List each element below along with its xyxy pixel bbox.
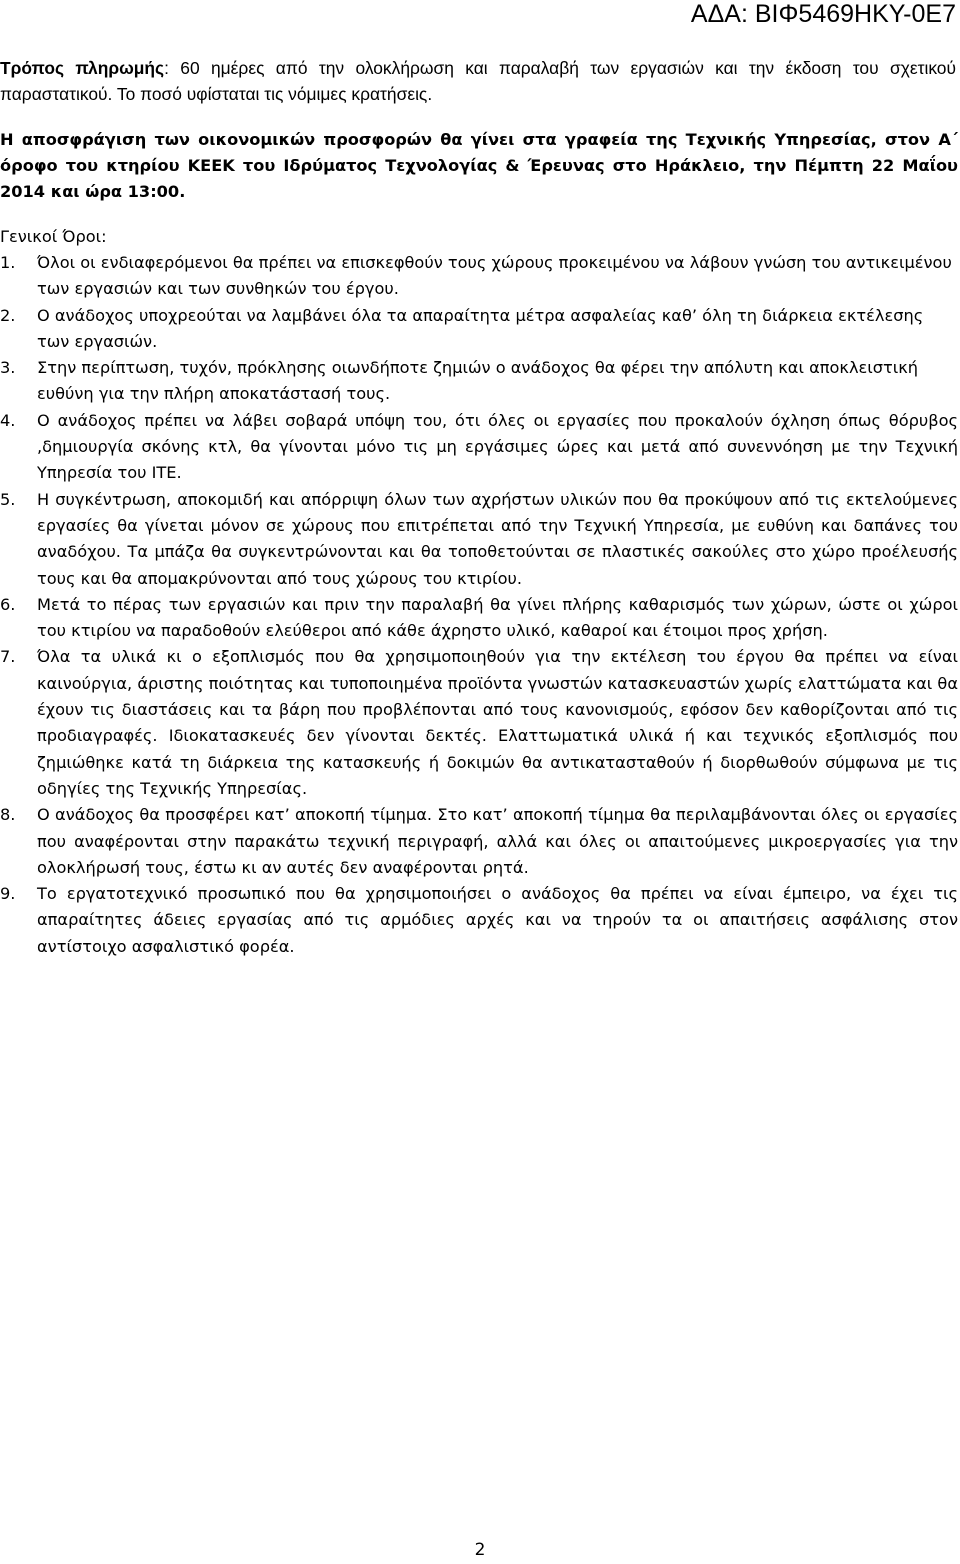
page-number: 2 (474, 1540, 486, 1560)
term-number: 7. (0, 647, 16, 667)
term-number: 2. (0, 305, 16, 325)
term-item (0, 250, 960, 303)
term-text: Όλα τα υλικά κι ο εξοπλισμός που θα χρησιμοποιηθούν για την εκτέλεση του έργου θα πρέπει να είναι καινούργια, άριστης ποιότητας και τυποποιημένα προϊόντα γνωστών κατασκευαστών χωρίς ελαττώματα και θα έχουν τις διαστάσεις και τα βάρη που προβλέπονται από τους κανονισμούς, εφόσον δεν καθορίζονται από τις προδιαγραφές. Ιδιοκατασκευές δεν γίνονται δεκτές. Ελαττωματικά υλικά ή και τεχνικός εξοπλισμός που ζημιώθηκε κατά τη διάρκεια της κατασκευής ή δοκιμών θα αντικατασταθούν ή διορθωθούν σύμφωνα με τις οδηγίες της Τεχνικής Υπηρεσίας. (37, 647, 958, 798)
term-text: Το εργατοτεχνικό προσωπικό που θα χρησιμοποιήσει ο ανάδοχος θα πρέπει να είναι έμπειρο, να έχει τις απαραίτητες άδειες εργασίας από τις αρμόδιες αρχές και να τηρούν τα οι απαιτήσεις ασφάλισης στον αντίστοιχο ασφαλιστικό φορέα. (37, 884, 958, 956)
general-terms-list (0, 250, 960, 960)
term-text: Ο ανάδοχος πρέπει να λάβει σοβαρά υπόψη του, ότι όλες οι εργασίες που προκαλούν όχληση όπως θόρυβος ,δημιουργία σκόνης κτλ, θα γίνονται μόνο τις μη εργάσιμες ώρες και μετά από συνεννόηση με την Τεχνική Υπηρεσία του ΙΤΕ. (37, 410, 958, 483)
term-item (0, 592, 960, 645)
term-number: 1. (0, 253, 16, 272)
ada-code: ΑΔΑ: ΒΙΦ5469ΗΚΥ-0Ε7 (690, 0, 956, 28)
term-text: Στην περίπτωση, τυχόν, πρόκλησης οιωνδήποτε ζημιών ο ανάδοχος θα φέρει την απόλυτη και αποκλειστική ευθύνη για την πλήρη αποκατάστασή τους. (37, 358, 919, 404)
term-item (0, 881, 960, 960)
term-number: 6. (0, 594, 16, 614)
payment-terms (0, 55, 960, 107)
term-text: Η συγκέντρωση, αποκομιδή και απόρριψη όλων των αχρήστων υλικών που θα προκύψουν από τις εκτελούμενες εργασίες θα γίνεται μόνον σε χώρους που επιτρέπεται από την Τεχνική Υπηρεσία, με ευθύνη και δαπάνες του αναδόχου. Τα μπάζα θα συγκεντρώνονται και θα τοποθετούνται σε πλαστικές σακούλες στο χώρο προέλευσής τους και θα απομακρύνονται από τους χώρους του κτιρίου. (37, 489, 958, 588)
term-text: Μετά το πέρας των εργασιών και πριν την παραλαβή θα γίνει πλήρης καθαρισμός των χώρων, ώστε οι χώροι του κτιρίου να παραδοθούν ελεύθεροι από κάθε άχρηστο υλικό, καθαροί και έτοιμοι προς χρήση. (37, 594, 958, 641)
term-number: 9. (0, 884, 16, 904)
general-terms-title: Γενικοί Όροι: (0, 227, 107, 246)
term-text: Ο ανάδοχος υποχρεούται να λαμβάνει όλα τα απαραίτητα μέτρα ασφαλείας καθ’ όλη τη διάρκεια εκτέλεσης των εργασιών. (37, 305, 924, 351)
term-item (0, 303, 960, 356)
term-number: 5. (0, 489, 16, 509)
document-body (0, 55, 960, 960)
payment-label: Τρόπος πληρωμής (0, 58, 165, 78)
opening-paragraph: Η αποσφράγιση των οικονομικών προσφορών θα γίνει στα γραφεία της Τεχνικής Υπηρεσίας, στον Α΄ όροφο του κτηρίου ΚΕΕΚ του Ιδρύματος Τεχνολογίας & Έρευνας στο Ηράκλειο, την Πέμπτη 22 Μαΐου 2014 και ώρα 13:00. (0, 130, 958, 201)
term-item (0, 408, 960, 487)
payment-text: : 60 ημέρες από την ολοκλήρωση και παραλαβή των εργασιών και την έκδοση του σχετικού παραστατικού. Το ποσό υφίσταται τις νόμιμες κρατήσεις. (0, 58, 956, 104)
term-number: 4. (0, 410, 16, 430)
term-text: Όλοι οι ενδιαφερόμενοι θα πρέπει να επισκεφθούν τους χώρους προκειμένου να λάβουν γνώση του αντικειμένου των εργασιών και των συνθηκών του έργου. (37, 253, 952, 299)
term-item (0, 487, 960, 592)
term-number: 3. (0, 358, 16, 378)
term-item (0, 355, 960, 408)
term-number: 8. (0, 805, 16, 825)
term-item (0, 802, 960, 881)
term-item (0, 644, 960, 802)
term-text: Ο ανάδοχος θα προσφέρει κατ’ αποκοπή τίμημα. Στο κατ’ αποκοπή τίμημα θα περιλαμβάνονται όλες οι εργασίες που αναφέρονται στην παρακάτω τεχνική περιγραφή, αλλά και όλες οι απαιτούμενες μικροεργασίες για την ολοκλήρωσή τους, έστω κι αν αυτές δεν αναφέρονται ρητά. (37, 805, 958, 877)
